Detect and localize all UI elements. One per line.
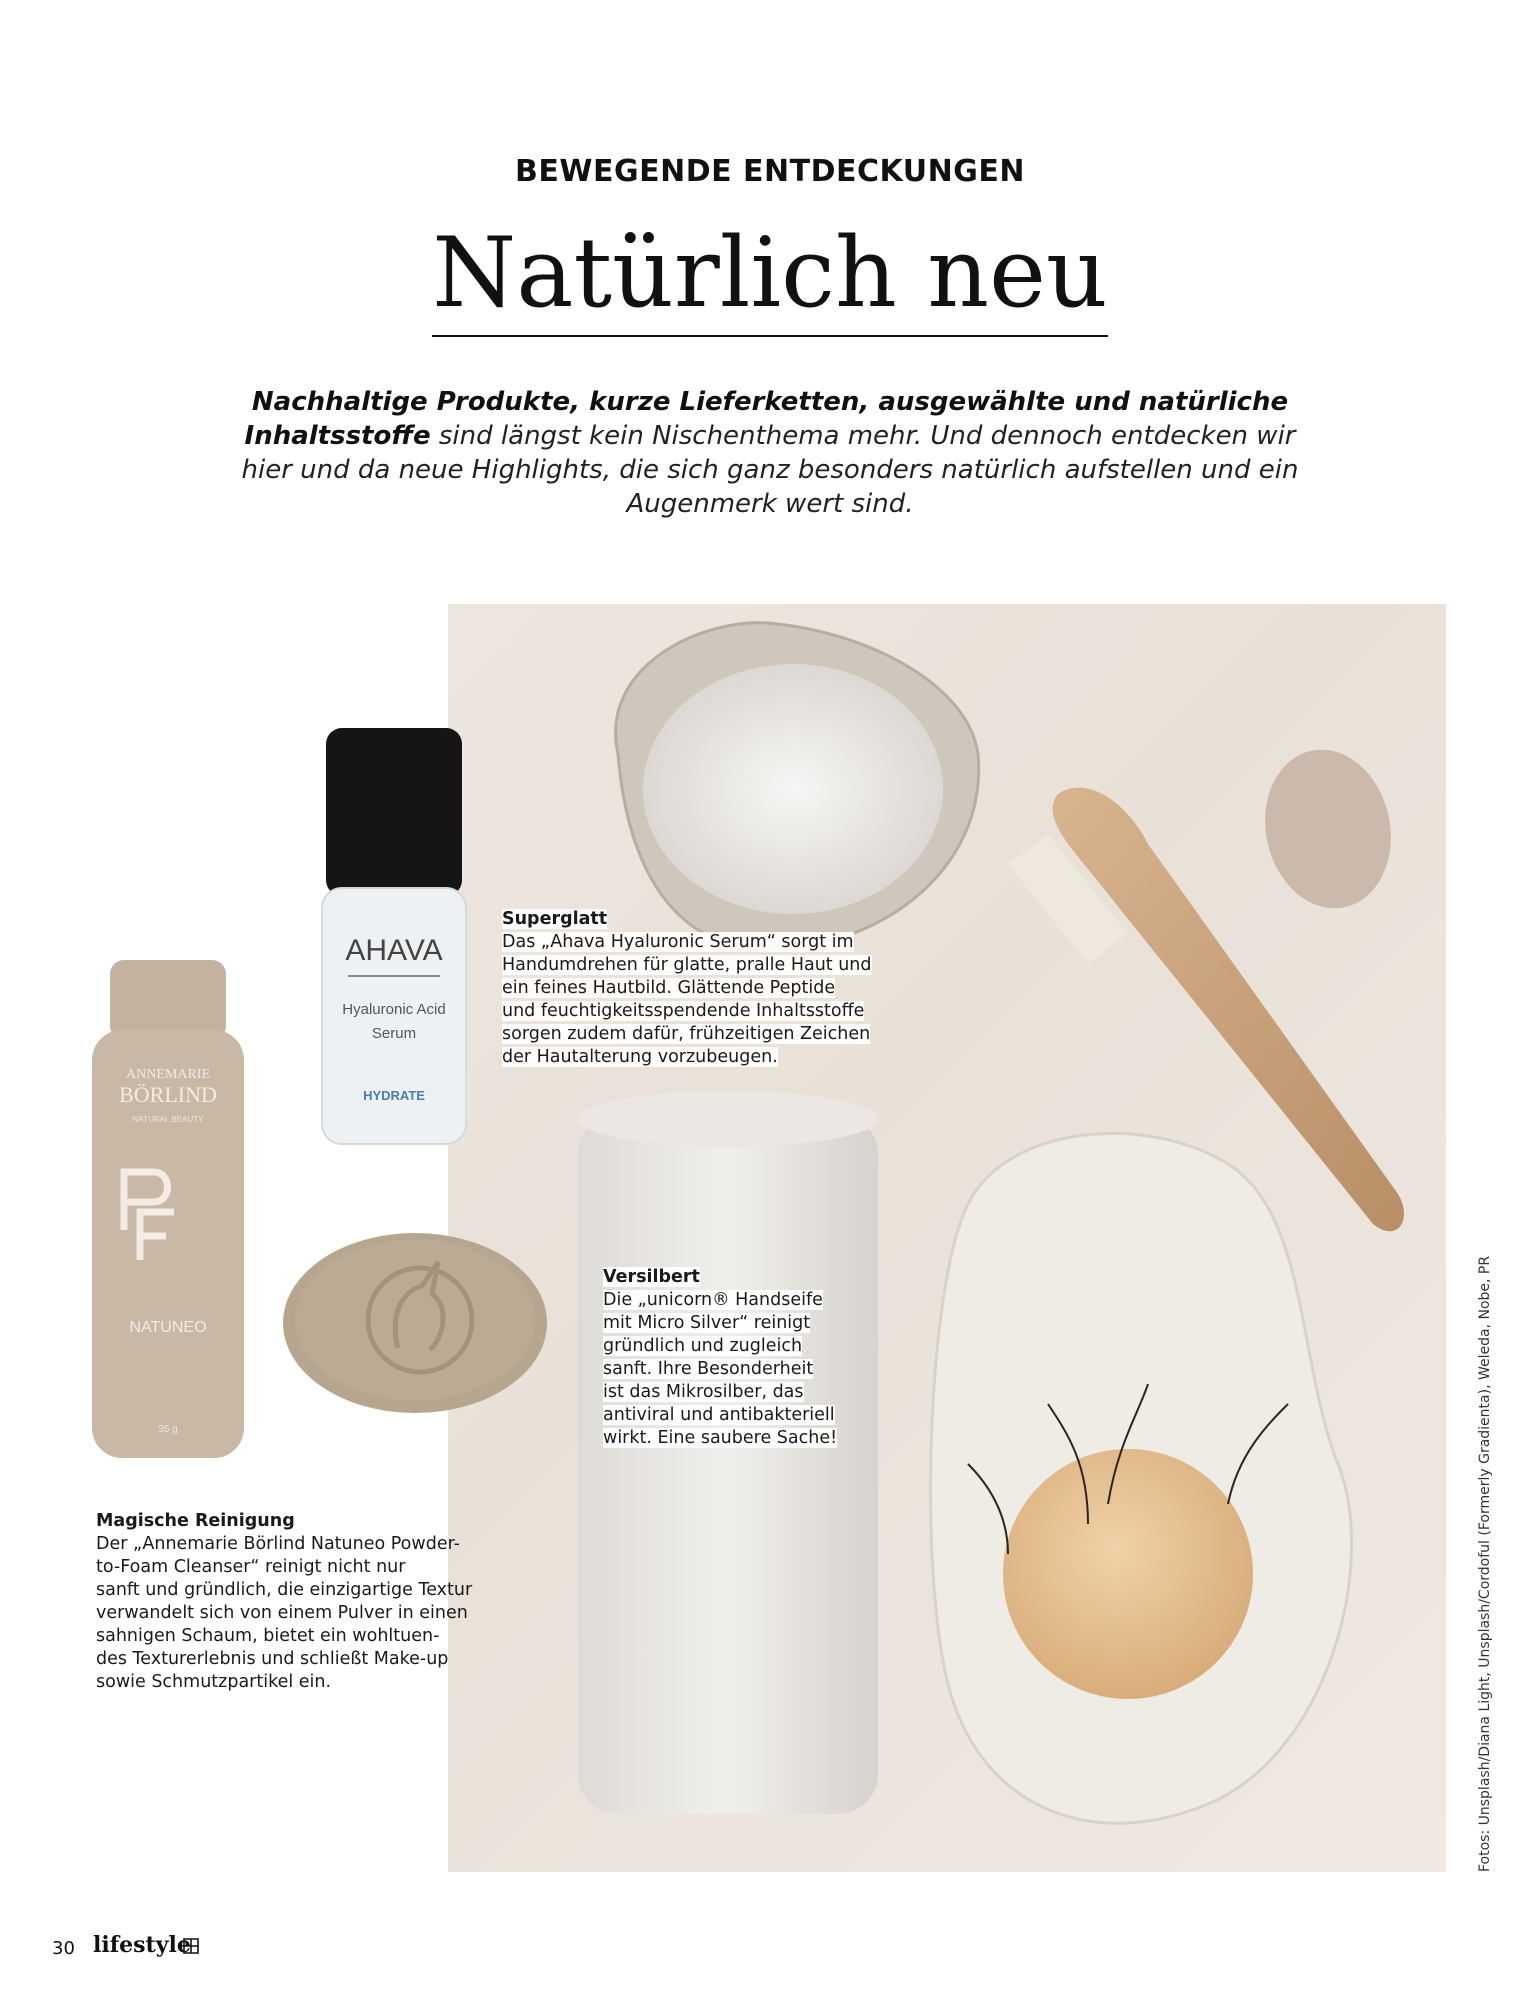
kicker: BEWEGENDE ENTDECKUNGEN	[515, 154, 1025, 189]
caption-magische-reinigung	[96, 1510, 486, 1694]
borlind-line: NATUNEO	[129, 1319, 207, 1336]
caption-heading: Versilbert	[603, 1267, 700, 1287]
page-number: 30	[52, 1938, 75, 1959]
page-title	[0, 217, 1540, 329]
caption-line: der Hautalterung vorzubeugen.	[502, 1047, 778, 1067]
ahava-serum-bottle	[318, 728, 470, 1148]
caption-line: Der „Annemarie Börlind Natuneo Powder-	[96, 1534, 460, 1554]
caption-superglatt	[502, 908, 902, 1069]
caption-line: sahnigen Schaum, bietet ein wohltuen-	[96, 1626, 440, 1646]
caption-line: sanft und gründlich, die einzigartige Textur	[96, 1580, 473, 1600]
intro-paragraph	[240, 385, 1300, 521]
borlind-sub: NATURAL BEAUTY	[132, 1115, 204, 1124]
caption-line: sowie Schmutzpartikel ein.	[96, 1672, 332, 1692]
ahava-name-2: Serum	[371, 1025, 417, 1042]
caption-line: ist das Mikrosilber, das	[603, 1382, 804, 1402]
spa-photo	[448, 604, 1446, 1872]
caption-heading: Superglatt	[502, 909, 608, 929]
caption-heading: Magische Reinigung	[96, 1511, 295, 1531]
ahava-brand: AHAVA	[345, 934, 443, 967]
intro-rest: sind längst kein Nischenthema mehr. Und dennoch entdecken wir hier und da neue Highlights, die sich ganz besonders natürlich aufstellen und ein Augenmerk wert sind.	[241, 421, 1299, 519]
borlind-brand-1: ANNEMARIE	[126, 1067, 210, 1082]
pumice-stone	[1251, 738, 1406, 920]
caption-line: mit Micro Silver“ reinigt	[603, 1313, 811, 1333]
caption-line: und feuchtigkeitsspendende Inhaltsstoffe	[502, 1001, 865, 1021]
caption-line: gründlich und zugleich	[603, 1336, 803, 1356]
brand-star-icon	[182, 1937, 200, 1955]
intro-lead: Nachhaltige Produkte, kurze Lieferketten, ausgewählte und natürliche Inhaltsstoffe	[244, 387, 1289, 451]
borlind-brand-2: BÖRLIND	[119, 1082, 217, 1107]
caption-line: Die „unicorn® Handseife	[603, 1290, 823, 1310]
borlind-cleanser-bottle	[88, 960, 248, 1460]
borlind-size: 35 g	[158, 1424, 178, 1435]
caption-line: verwandelt sich von einem Pulver in einen	[96, 1603, 468, 1623]
rolled-towel	[578, 1091, 878, 1814]
caption-line: des Texturerlebnis und schließt Make-up	[96, 1649, 449, 1669]
page-title-text: Natürlich neu	[432, 217, 1108, 337]
ahava-name-1: Hyaluronic Acid	[342, 1001, 446, 1018]
caption-line: to-Foam Cleanser“ reinigt nicht nur	[96, 1557, 406, 1577]
caption-versilbert	[603, 1266, 853, 1450]
caption-line: ein feines Hautbild. Glättende Peptide	[502, 978, 836, 998]
caption-line: Handumdrehen für glatte, pralle Haut und	[502, 955, 872, 975]
caption-line: Das „Ahava Hyaluronic Serum“ sorgt im	[502, 932, 854, 952]
caption-line: antiviral und antibakteriell	[603, 1405, 835, 1425]
magazine-brand: lifestyle	[93, 1932, 191, 1958]
caption-line: sorgen zudem dafür, frühzeitigen Zeichen	[502, 1024, 871, 1044]
ahava-variant: HYDRATE	[363, 1088, 425, 1103]
ceramic-plate	[931, 1133, 1352, 1823]
photo-credit: Fotos: Unsplash/Diana Light, Unsplash/Cordoful (Formerly Gradienta), Weleda, Nobe, PR	[1477, 1255, 1493, 1872]
salt-bowl	[616, 623, 979, 949]
caption-line: wirkt. Eine saubere Sache!	[603, 1428, 838, 1448]
caption-line: sanft. Ihre Besonderheit	[603, 1359, 814, 1379]
unicorn-soap	[280, 1228, 550, 1418]
